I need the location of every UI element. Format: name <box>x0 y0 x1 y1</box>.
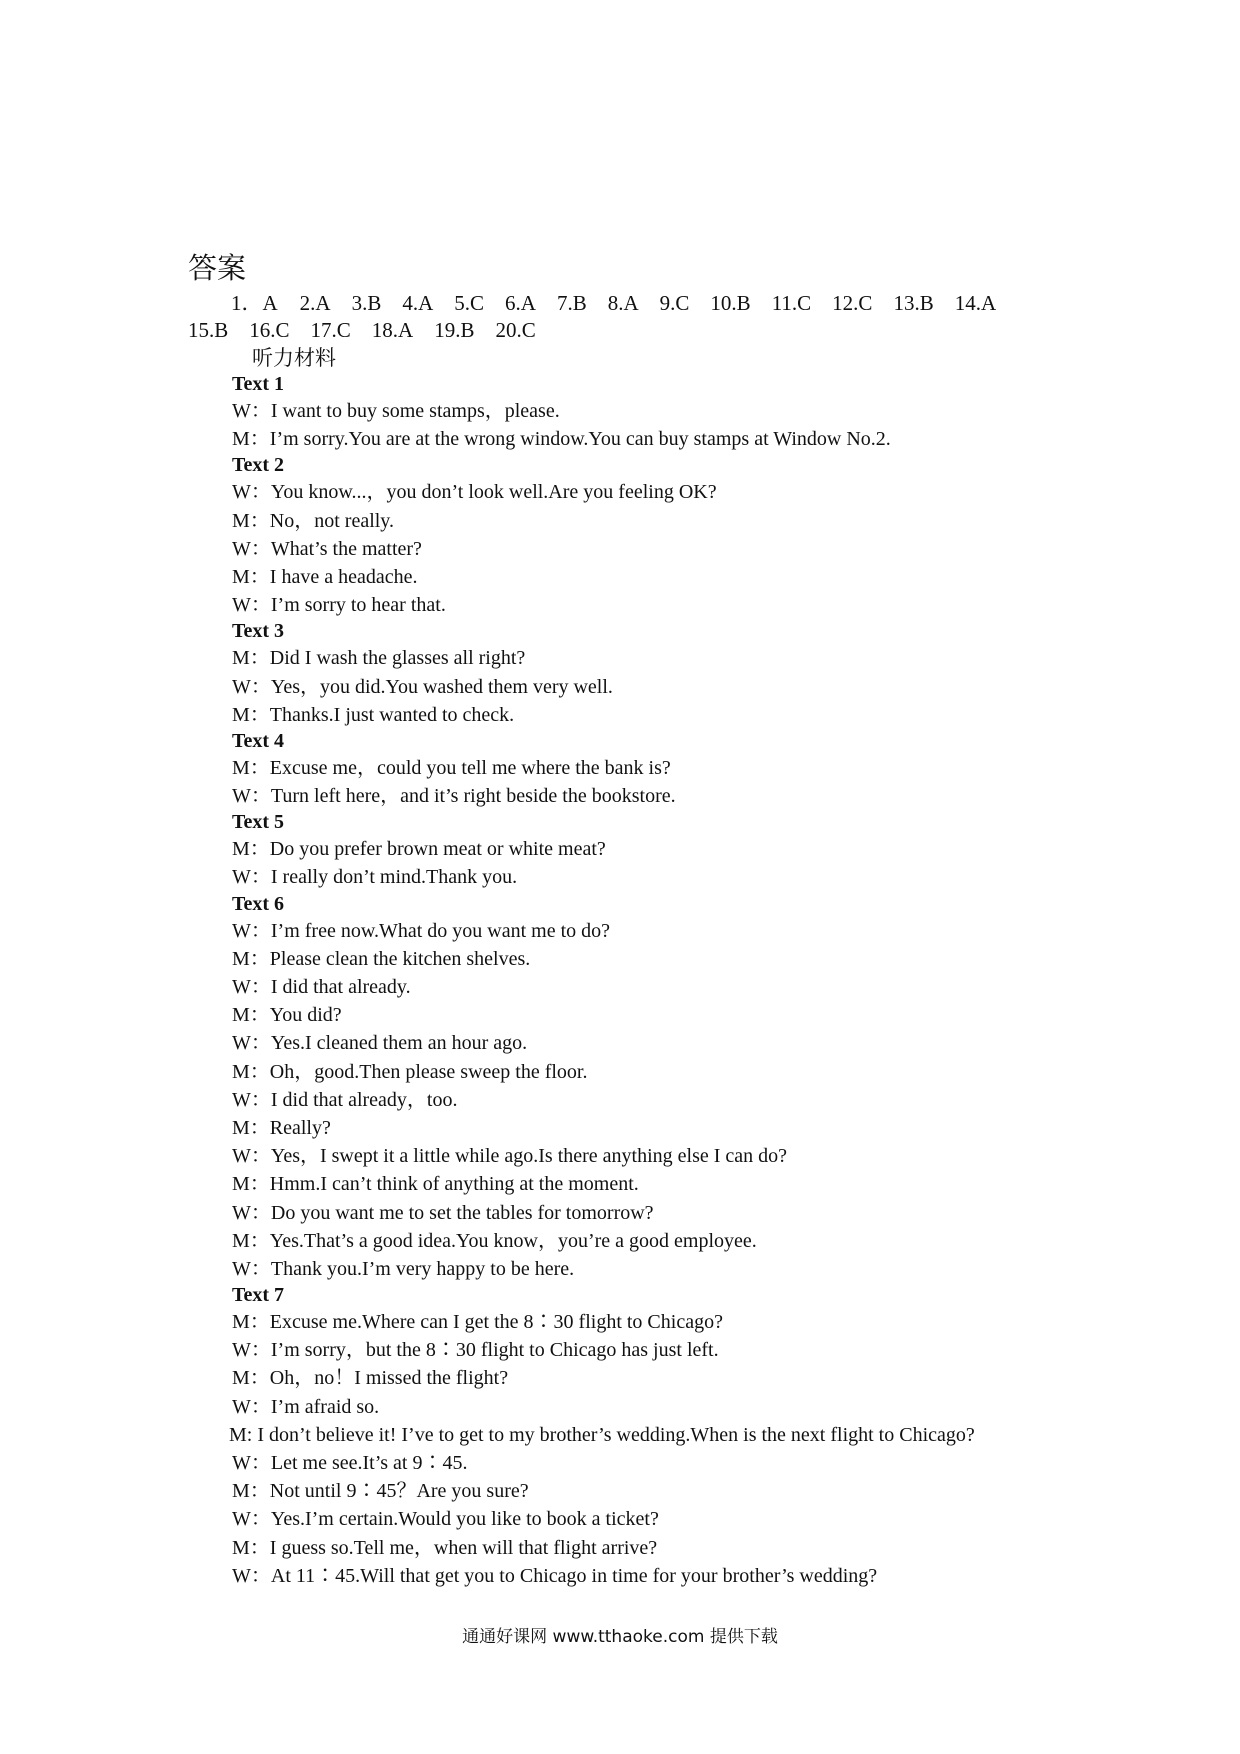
transcript-heading: Text 4 <box>232 729 285 752</box>
answer-item: 19.B <box>434 318 475 342</box>
answer-item: 10.B <box>710 291 751 315</box>
answer-item: 5.C <box>454 291 485 315</box>
dialogue-line: W：I’m free now.What do you want me to do? <box>232 919 611 942</box>
dialogue-line: M：I guess so.Tell me，when will that flight arrive? <box>232 1536 658 1559</box>
transcript-heading: Text 3 <box>232 620 285 643</box>
dialogue-line: W：I’m sorry，but the 8∶30 flight to Chicago has just left. <box>232 1339 719 1362</box>
dialogue-line: W：You know...，you don’t look well.Are you feeling OK? <box>232 481 717 504</box>
dialogue-line: W：Thank you.I’m very happy to be here. <box>232 1257 575 1280</box>
dialogue-line: M：Hmm.I can’t think of anything at the moment. <box>232 1173 639 1196</box>
dialogue-line: W：Let me see.It’s at 9∶45. <box>232 1452 468 1474</box>
answer-item: 9.C <box>659 291 690 315</box>
dialogue-line: W：What’s the matter? <box>232 537 422 560</box>
dialogue-line: W：Yes，you did.You washed them very well. <box>232 675 613 698</box>
answer-item: 15.B <box>188 318 229 342</box>
dialogue-line: M：Please clean the kitchen shelves. <box>232 947 531 970</box>
dialogue-line: W：I did that already. <box>232 976 411 998</box>
answer-item: 16.C <box>249 318 290 342</box>
answer-row-1 <box>188 290 1058 317</box>
dialogue-line: W：I did that already，too. <box>232 1088 458 1111</box>
dialogue-line: M：You did? <box>232 1004 342 1027</box>
answer-item: 2.A <box>299 291 331 315</box>
dialogue-line: W：Yes，I swept it a little while ago.Is there anything else I can do? <box>232 1145 788 1168</box>
answer-item: 14.A <box>954 291 997 315</box>
answer-item: 13.B <box>893 291 934 315</box>
dialogue-line: M：Oh，no！I missed the flight? <box>232 1367 509 1390</box>
dialogue-line: W：Yes.I cleaned them an hour ago. <box>232 1032 528 1055</box>
dialogue-line: M：No，not really. <box>232 509 395 532</box>
answer-item: 18.A <box>371 318 414 342</box>
dialogue-line: M：Thanks.I just wanted to check. <box>232 703 515 726</box>
dialogue-line: M：Yes.That’s a good idea.You know，you’re a good employee. <box>232 1229 757 1252</box>
dialogue-line: W：Do you want me to set the tables for tomorrow? <box>232 1201 654 1224</box>
dialogue-line: M：Did I wash the glasses all right? <box>232 647 526 670</box>
dialogue-line: W：I’m sorry to hear that. <box>232 594 446 617</box>
listening-transcript <box>229 372 1092 1590</box>
transcript-heading: Text 5 <box>232 811 285 834</box>
dialogue-line: W：I want to buy some stamps，please. <box>232 400 560 422</box>
answer-item: 6.A <box>505 291 536 315</box>
transcript-heading: Text 6 <box>232 892 285 915</box>
dialogue-line: W：I’m afraid so. <box>232 1395 380 1418</box>
dialogue-line: M：Excuse me，could you tell me where the bank is? <box>232 756 671 779</box>
answer-item: 11.C <box>771 291 812 315</box>
footer-credit: 通通好课网 www.tthaoke.com 提供下载 <box>462 1627 778 1647</box>
dialogue-line: W：Turn left here，and it’s right beside the bookstore. <box>232 785 676 808</box>
answer-row-2 <box>188 317 1058 344</box>
answer-item: 3.B <box>351 291 382 315</box>
transcript-heading: Text 2 <box>232 454 285 477</box>
dialogue-line: M：Excuse me.Where can I get the 8∶30 flight to Chicago? <box>232 1311 723 1334</box>
dialogue-line: M：I’m sorry.You are at the wrong window.You can buy stamps at Window No.2. <box>232 428 891 451</box>
dialogue-line: W：At 11∶45.Will that get you to Chicago in time for your brother’s wedding? <box>232 1564 878 1587</box>
dialogue-line: M：Oh，good.Then please sweep the floor. <box>232 1060 588 1083</box>
dialogue-line: W：Yes.I’m certain.Would you like to book a ticket? <box>232 1508 659 1531</box>
answer-item: 4.A <box>402 291 434 315</box>
page-title: 答案 <box>188 251 247 285</box>
dialogue-line: M：Do you prefer brown meat or white meat? <box>232 838 606 861</box>
dialogue-line: M: I don’t believe it! I’ve to get to my brother’s wedding.When is the next flight to Chicago? <box>229 1423 975 1446</box>
answer-item: 7.B <box>556 291 587 315</box>
answer-item: 17.C <box>310 318 351 342</box>
transcript-heading: Text 1 <box>232 373 285 395</box>
dialogue-line: M：I have a headache. <box>232 565 418 588</box>
answer-item: 20.C <box>495 318 536 342</box>
dialogue-line: M：Really? <box>232 1116 331 1139</box>
section-label: 听力材料 <box>252 346 336 370</box>
answer-item: 1．A <box>231 291 278 315</box>
dialogue-line: M：Not until 9∶45？Are you sure? <box>232 1480 529 1503</box>
answer-item: 8.A <box>607 291 639 315</box>
answer-key <box>188 290 1058 344</box>
dialogue-line: W：I really don’t mind.Thank you. <box>232 866 518 889</box>
answer-item: 12.C <box>832 291 873 315</box>
transcript-heading: Text 7 <box>232 1284 285 1307</box>
